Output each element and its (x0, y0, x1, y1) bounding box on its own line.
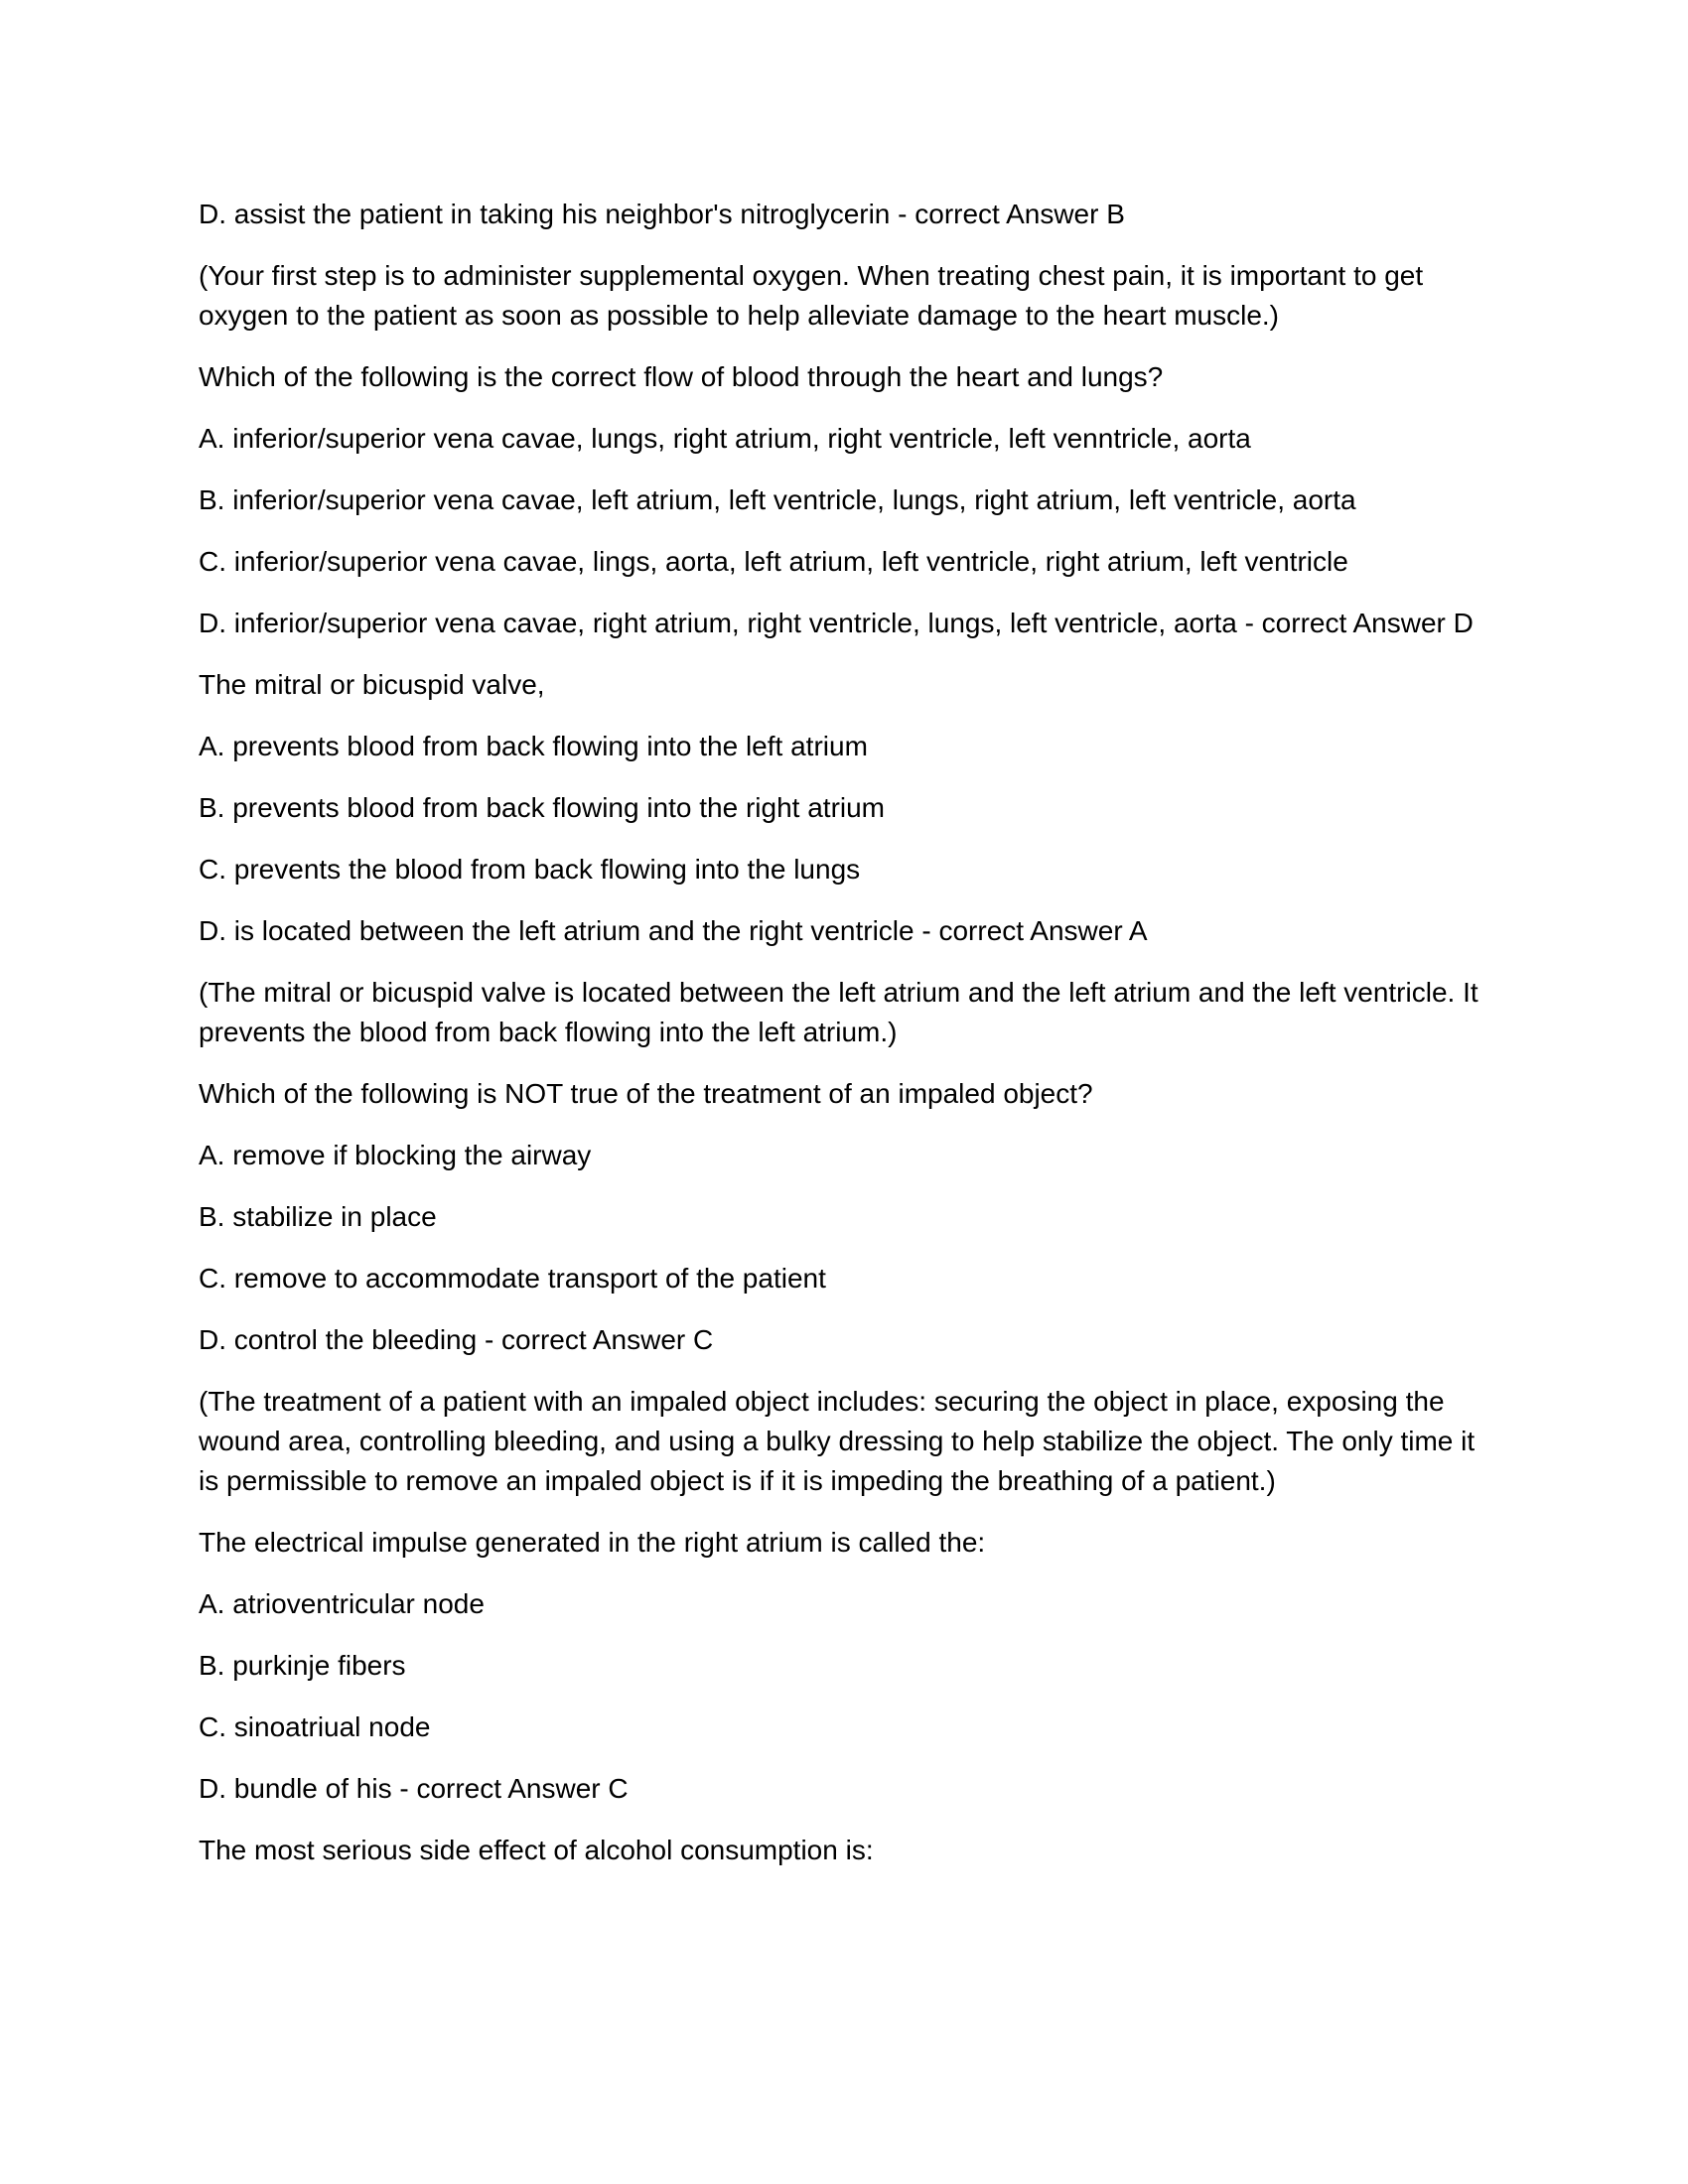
answer-option: D. assist the patient in taking his neighbor's nitroglycerin - correct Answer B (199, 199, 1125, 229)
explanation-paragraph: (Your first step is to administer supplemental oxygen. When treating chest pain, it is important to get oxygen to the patient as soon as possible to help alleviate damage to the heart muscle.) (199, 260, 1424, 331)
question-text: The electrical impulse generated in the right atrium is called the: (199, 1527, 986, 1558)
answer-option: D. bundle of his - correct Answer C (199, 1773, 629, 1804)
answer-option: C. prevents the blood from back flowing into the lungs (199, 854, 861, 885)
question-text: Which of the following is NOT true of the treatment of an impaled object? (199, 1078, 1093, 1109)
document-body (199, 195, 1489, 1892)
answer-option: D. control the bleeding - correct Answer C (199, 1324, 714, 1355)
answer-option: C. inferior/superior vena cavae, lings, aorta, left atrium, left ventricle, right atrium, left ventricle (199, 546, 1348, 577)
answer-option: A. remove if blocking the airway (199, 1140, 592, 1170)
answer-option: B. stabilize in place (199, 1201, 437, 1232)
answer-option: B. purkinje fibers (199, 1650, 406, 1681)
answer-option: B. prevents blood from back flowing into the right atrium (199, 792, 886, 823)
answer-option: A. prevents blood from back flowing into the left atrium (199, 731, 868, 761)
explanation-paragraph: (The treatment of a patient with an impaled object includes: securing the object in place, exposing the wound area, controlling bleeding, and using a bulky dressing to help stabilize the object. The only time it is permissible to remove an impaled object is if it is impeding the breathing of a patient.) (199, 1386, 1476, 1496)
answer-option: D. is located between the left atrium and the right ventricle - correct Answer A (199, 915, 1148, 946)
answer-option: B. inferior/superior vena cavae, left atrium, left ventricle, lungs, right atrium, left ventricle, aorta (199, 484, 1356, 515)
answer-option: D. inferior/superior vena cavae, right atrium, right ventricle, lungs, left ventricle, aorta - correct Answer D (199, 608, 1474, 638)
question-text: Which of the following is the correct flow of blood through the heart and lungs? (199, 361, 1164, 392)
explanation-paragraph: (The mitral or bicuspid valve is located between the left atrium and the left atrium and the left ventricle. It prevents the blood from back flowing into the left atrium.) (199, 977, 1478, 1047)
answer-option: C. sinoatriual node (199, 1711, 431, 1742)
answer-option: C. remove to accommodate transport of the patient (199, 1263, 826, 1294)
answer-option: A. atrioventricular node (199, 1588, 485, 1619)
answer-option: A. inferior/superior vena cavae, lungs, right atrium, right ventricle, left venntricle, aorta (199, 423, 1251, 454)
question-text: The mitral or bicuspid valve, (199, 669, 545, 700)
question-text: The most serious side effect of alcohol consumption is: (199, 1835, 874, 1865)
